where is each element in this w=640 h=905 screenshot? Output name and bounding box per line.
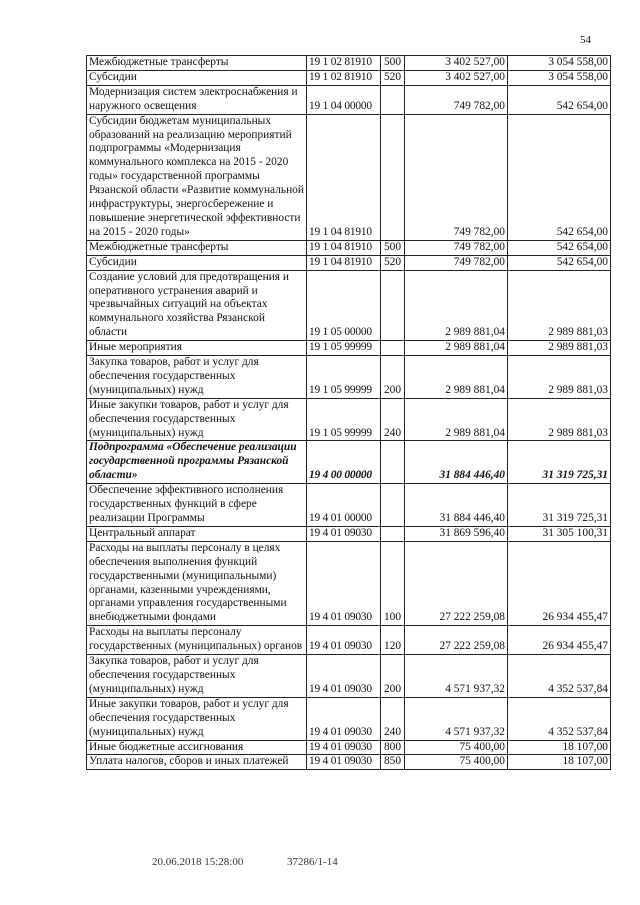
row-name: Иные бюджетные ассигнования xyxy=(87,740,307,755)
row-expense-type xyxy=(381,114,405,240)
row-expense-type: 200 xyxy=(381,655,405,698)
row-code: 19 1 05 99999 xyxy=(307,341,381,356)
row-amount-1: 27 222 259,08 xyxy=(405,626,508,655)
row-name: Субсидии xyxy=(87,255,307,270)
row-expense-type: 520 xyxy=(381,255,405,270)
row-code: 19 4 01 09030 xyxy=(307,740,381,755)
table-row xyxy=(87,356,611,399)
row-name: Обеспечение эффективного исполнения государственных функций в сфере реализации Программы xyxy=(87,484,307,527)
row-expense-type xyxy=(381,526,405,541)
row-amount-2: 4 352 537,84 xyxy=(508,697,611,740)
row-amount-2: 2 989 881,03 xyxy=(508,341,611,356)
table-row xyxy=(87,755,611,770)
row-amount-1: 2 989 881,04 xyxy=(405,341,508,356)
row-amount-2: 4 352 537,84 xyxy=(508,655,611,698)
row-name: Иные закупки товаров, работ и услуг для обеспечения государственных (муниципальных) нужд xyxy=(87,697,307,740)
table-row xyxy=(87,114,611,240)
row-amount-2: 542 654,00 xyxy=(508,255,611,270)
row-amount-2: 26 934 455,47 xyxy=(508,541,611,625)
row-expense-type xyxy=(381,85,405,114)
row-amount-2: 26 934 455,47 xyxy=(508,626,611,655)
row-code: 19 1 04 81910 xyxy=(307,240,381,255)
row-amount-1: 3 402 527,00 xyxy=(405,56,508,71)
row-expense-type: 500 xyxy=(381,240,405,255)
page-number: 54 xyxy=(580,34,591,46)
row-expense-type xyxy=(381,341,405,356)
row-name: Иные закупки товаров, работ и услуг для обеспечения государственных (муниципальных) нужд xyxy=(87,398,307,441)
table-row xyxy=(87,85,611,114)
row-name: Модернизация систем электроснабжения и наружного освещения xyxy=(87,85,307,114)
row-expense-type: 120 xyxy=(381,626,405,655)
row-name: Уплата налогов, сборов и иных платежей xyxy=(87,755,307,770)
row-expense-type xyxy=(381,441,405,484)
row-amount-1: 749 782,00 xyxy=(405,85,508,114)
row-amount-1: 75 400,00 xyxy=(405,740,508,755)
row-name: Закупка товаров, работ и услуг для обеспечения государственных (муниципальных) нужд xyxy=(87,655,307,698)
table-row xyxy=(87,441,611,484)
table-row xyxy=(87,240,611,255)
row-amount-1: 4 571 937,32 xyxy=(405,697,508,740)
row-code: 19 1 04 81910 xyxy=(307,114,381,240)
row-amount-1: 2 989 881,04 xyxy=(405,398,508,441)
table-row xyxy=(87,626,611,655)
row-expense-type: 100 xyxy=(381,541,405,625)
row-name: Субсидии бюджетам муниципальных образований на реализацию мероприятий подпрограммы «Модернизация коммунального комплекса на 2015 - 2020 годы» государственной программы Рязанской области «Развитие коммунальной инфраструктуры, энергосбережение и повышение энергетической эффективности на 2015 - 2020 годы» xyxy=(87,114,307,240)
row-code: 19 1 04 81910 xyxy=(307,255,381,270)
row-expense-type xyxy=(381,270,405,341)
row-amount-1: 749 782,00 xyxy=(405,255,508,270)
footer-doc-id: 37286/1-14 xyxy=(287,856,338,868)
row-code: 19 1 05 99999 xyxy=(307,398,381,441)
row-code: 19 1 02 81910 xyxy=(307,56,381,71)
row-expense-type xyxy=(381,484,405,527)
row-code: 19 4 01 09030 xyxy=(307,541,381,625)
row-code: 19 1 05 99999 xyxy=(307,356,381,399)
table-row xyxy=(87,398,611,441)
row-code: 19 4 01 09030 xyxy=(307,526,381,541)
row-name: Расходы на выплаты персоналу в целях обеспечения выполнения функций государственными (муниципальными) органами, казенными учреждениями, органами управления государственными внебюджетными фондами xyxy=(87,541,307,625)
row-code: 19 4 01 09030 xyxy=(307,755,381,770)
row-code: 19 4 01 09030 xyxy=(307,697,381,740)
row-expense-type: 200 xyxy=(381,356,405,399)
row-amount-1: 31 869 596,40 xyxy=(405,526,508,541)
row-name: Расходы на выплаты персоналу государственных (муниципальных) органов xyxy=(87,626,307,655)
row-expense-type: 520 xyxy=(381,70,405,85)
row-code: 19 1 05 00000 xyxy=(307,270,381,341)
row-expense-type: 240 xyxy=(381,398,405,441)
table-row xyxy=(87,740,611,755)
row-amount-1: 3 402 527,00 xyxy=(405,70,508,85)
row-code: 19 1 02 81910 xyxy=(307,70,381,85)
row-amount-2: 542 654,00 xyxy=(508,240,611,255)
row-name: Субсидии xyxy=(87,70,307,85)
row-code: 19 4 01 00000 xyxy=(307,484,381,527)
footer-timestamp: 20.06.2018 15:28:00 xyxy=(152,856,244,868)
table-row xyxy=(87,341,611,356)
table-row xyxy=(87,484,611,527)
table-row xyxy=(87,697,611,740)
table-row xyxy=(87,255,611,270)
row-code: 19 4 01 09030 xyxy=(307,655,381,698)
row-expense-type: 800 xyxy=(381,740,405,755)
row-amount-2: 18 107,00 xyxy=(508,755,611,770)
table-row xyxy=(87,526,611,541)
row-amount-2: 31 319 725,31 xyxy=(508,484,611,527)
row-code: 19 4 01 09030 xyxy=(307,626,381,655)
row-expense-type: 850 xyxy=(381,755,405,770)
row-amount-1: 2 989 881,04 xyxy=(405,270,508,341)
row-name: Закупка товаров, работ и услуг для обеспечения государственных (муниципальных) нужд xyxy=(87,356,307,399)
row-name: Межбюджетные трансферты xyxy=(87,240,307,255)
table-row xyxy=(87,541,611,625)
budget-table-body xyxy=(87,56,611,770)
row-amount-2: 2 989 881,03 xyxy=(508,356,611,399)
row-code: 19 4 00 00000 xyxy=(307,441,381,484)
table-row xyxy=(87,56,611,71)
row-name: Межбюджетные трансферты xyxy=(87,56,307,71)
row-expense-type: 500 xyxy=(381,56,405,71)
budget-table xyxy=(86,55,611,770)
row-name: Создание условий для предотвращения и оперативного устранения аварий и чрезвычайных ситуаций на объектах коммунального хозяйства Рязанской области xyxy=(87,270,307,341)
row-amount-2: 542 654,00 xyxy=(508,114,611,240)
row-amount-2: 18 107,00 xyxy=(508,740,611,755)
row-amount-1: 27 222 259,08 xyxy=(405,541,508,625)
row-amount-1: 4 571 937,32 xyxy=(405,655,508,698)
row-name: Подпрограмма «Обеспечение реализации государственной программы Рязанской области» xyxy=(87,441,307,484)
row-amount-2: 31 319 725,31 xyxy=(508,441,611,484)
row-code: 19 1 04 00000 xyxy=(307,85,381,114)
row-expense-type: 240 xyxy=(381,697,405,740)
row-amount-1: 31 884 446,40 xyxy=(405,441,508,484)
row-name: Иные мероприятия xyxy=(87,341,307,356)
table-row xyxy=(87,655,611,698)
row-amount-1: 2 989 881,04 xyxy=(405,356,508,399)
row-amount-1: 75 400,00 xyxy=(405,755,508,770)
table-row xyxy=(87,270,611,341)
row-amount-2: 3 054 558,00 xyxy=(508,70,611,85)
row-amount-2: 2 989 881,03 xyxy=(508,398,611,441)
row-amount-1: 749 782,00 xyxy=(405,240,508,255)
row-name: Центральный аппарат xyxy=(87,526,307,541)
row-amount-1: 31 884 446,40 xyxy=(405,484,508,527)
row-amount-2: 3 054 558,00 xyxy=(508,56,611,71)
row-amount-2: 2 989 881,03 xyxy=(508,270,611,341)
row-amount-2: 31 305 100,31 xyxy=(508,526,611,541)
row-amount-2: 542 654,00 xyxy=(508,85,611,114)
table-row xyxy=(87,70,611,85)
row-amount-1: 749 782,00 xyxy=(405,114,508,240)
